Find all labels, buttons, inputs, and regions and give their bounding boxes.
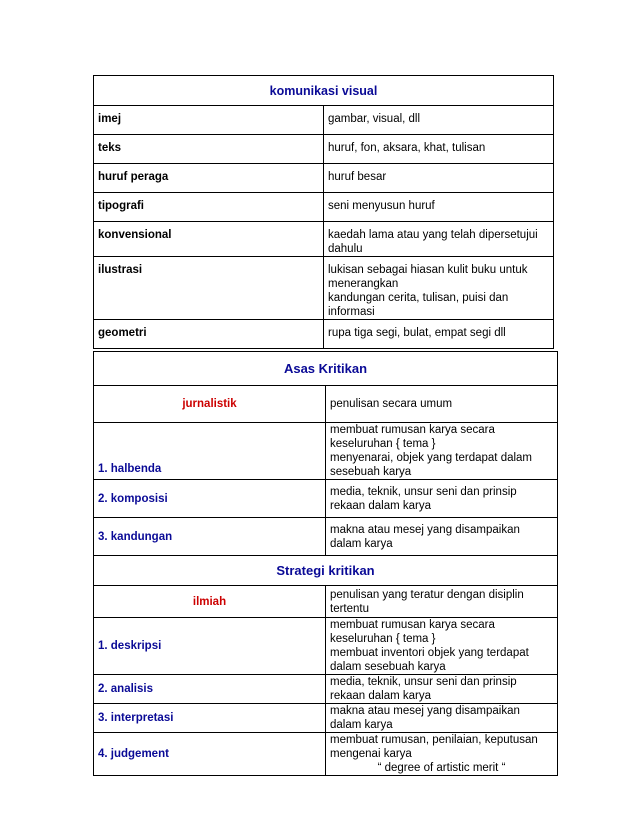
- term-cell: konvensional: [94, 222, 324, 257]
- term-cell: 1. deskripsi: [94, 618, 326, 675]
- term-cell: 1. halbenda: [94, 423, 326, 480]
- komunikasi-visual-table: [93, 75, 554, 349]
- table-row: [94, 618, 558, 675]
- description-cell: penulisan yang teratur dengan disiplin tertentu: [326, 586, 558, 618]
- table-title: komunikasi visual: [94, 76, 554, 106]
- description-cell: makna atau mesej yang disampaikan dalam karya: [326, 518, 558, 556]
- description-cell: [326, 733, 558, 776]
- table-row: [94, 704, 558, 733]
- table-row: [94, 164, 554, 193]
- description-cell: gambar, visual, dll: [324, 106, 554, 135]
- table-row: [94, 733, 558, 776]
- description-line: membuat rumusan karya secara keseluruhan { tema }: [330, 424, 495, 450]
- description-cell: [324, 257, 554, 320]
- table-row: [94, 257, 554, 320]
- description-cell: rupa tiga segi, bulat, empat segi dll: [324, 320, 554, 349]
- description-cell: kaedah lama atau yang telah dipersetujui dahulu: [324, 222, 554, 257]
- term-cell: tipografi: [94, 193, 324, 222]
- term-cell: 2. analisis: [94, 675, 326, 704]
- description-cell: media, teknik, unsur seni dan prinsip rekaan dalam karya: [326, 480, 558, 518]
- table-row: [94, 386, 558, 423]
- kritikan-table: [93, 351, 558, 776]
- description-line: lukisan sebagai hiasan kulit buku untuk menerangkan: [328, 264, 528, 290]
- description-cell: huruf, fon, aksara, khat, tulisan: [324, 135, 554, 164]
- term-cell: teks: [94, 135, 324, 164]
- table-row: [94, 586, 558, 618]
- table-row: [94, 518, 558, 556]
- term-cell: jurnalistik: [94, 386, 326, 423]
- description-cell: penulisan secara umum: [326, 386, 558, 423]
- term-cell: 2. komposisi: [94, 480, 326, 518]
- description-line: membuat rumusan, penilaian, keputusan mengenai karya: [330, 734, 538, 760]
- term-cell: 4. judgement: [94, 733, 326, 776]
- table-row: [94, 106, 554, 135]
- section-title-strategi-kritikan: Strategi kritikan: [94, 556, 558, 586]
- term-cell: ilustrasi: [94, 257, 324, 320]
- table-row: [94, 193, 554, 222]
- description-cell: seni menyusun huruf: [324, 193, 554, 222]
- description-line: kandungan cerita, tulisan, puisi dan informasi: [328, 292, 509, 318]
- description-line: menyenarai, objek yang terdapat dalam sesebuah karya: [330, 452, 533, 478]
- description-line: “ degree of artistic merit “: [377, 762, 506, 774]
- section-title-asas-kritikan: Asas Kritikan: [94, 352, 558, 386]
- description-line: membuat inventori objek yang terdapat dalam sesebuah karya: [330, 647, 529, 673]
- term-cell: ilmiah: [94, 586, 326, 618]
- table-row: [94, 222, 554, 257]
- description-cell: media, teknik, unsur seni dan prinsip rekaan dalam karya: [326, 675, 558, 704]
- description-cell: huruf besar: [324, 164, 554, 193]
- table-row: [94, 480, 558, 518]
- description-line: membuat rumusan karya secara keseluruhan { tema }: [330, 619, 495, 645]
- term-cell: geometri: [94, 320, 324, 349]
- term-cell: imej: [94, 106, 324, 135]
- term-cell: 3. interpretasi: [94, 704, 326, 733]
- table-row: [94, 675, 558, 704]
- description-cell: [326, 618, 558, 675]
- table-row: [94, 320, 554, 349]
- description-cell: [326, 423, 558, 480]
- description-cell: makna atau mesej yang disampaikan dalam karya: [326, 704, 558, 733]
- table-row: [94, 135, 554, 164]
- term-cell: huruf peraga: [94, 164, 324, 193]
- table-row: [94, 423, 558, 480]
- term-cell: 3. kandungan: [94, 518, 326, 556]
